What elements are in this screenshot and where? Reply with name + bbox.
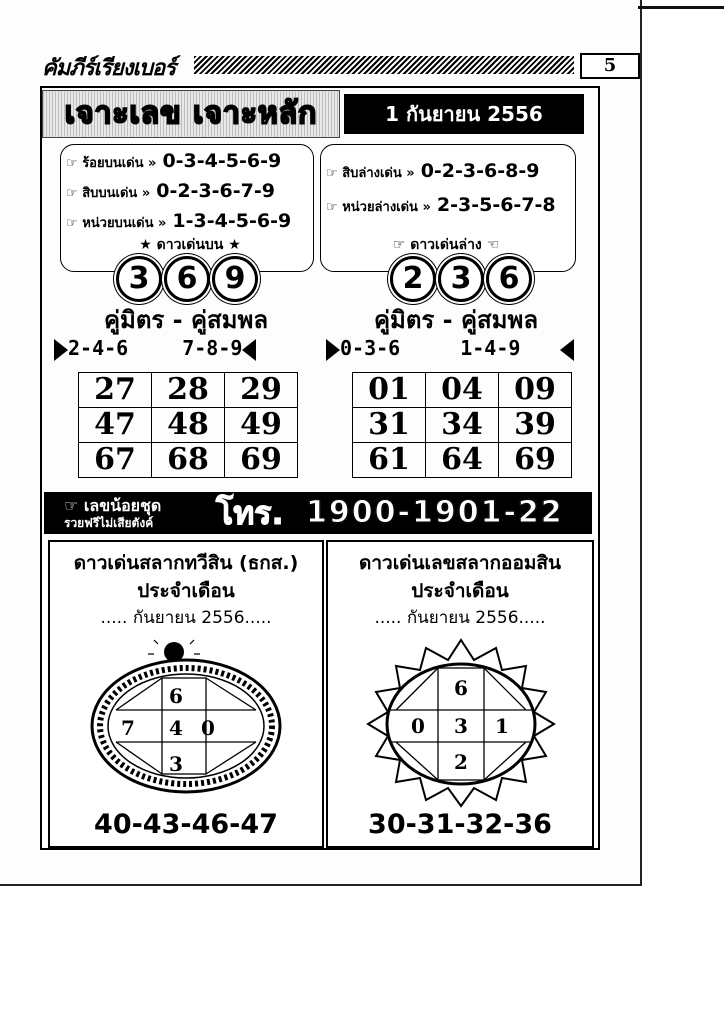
digit-circle: 6 — [486, 256, 532, 302]
promo-line1: ☞ เลขน้อยชุด — [64, 496, 162, 515]
panel-title: ดาวเด่นเลขสลากออมสิน — [359, 552, 561, 574]
right-pairs-title: คู่มิตร - คู่สมพล — [373, 306, 539, 334]
grid-cell: 09 — [499, 373, 572, 408]
wheel-center: 3 — [454, 714, 468, 738]
grid-cell: 28 — [152, 373, 225, 408]
grid-cell: 34 — [426, 408, 499, 443]
digit-circle: 6 — [164, 256, 210, 302]
digit-circle: 3 — [438, 256, 484, 302]
upper-star-digits — [116, 256, 258, 302]
page-header — [42, 50, 617, 81]
wheel-right: 1 — [495, 714, 509, 738]
digit-circle: 9 — [212, 256, 258, 302]
tel-label: โทร. — [216, 494, 284, 532]
top-edge-line — [638, 6, 724, 9]
grid-cell: 49 — [225, 408, 298, 443]
pointer-icon: ☞ — [326, 166, 343, 181]
grid-cell: 64 — [426, 443, 499, 478]
grid-cell: 68 — [152, 443, 225, 478]
wheel-bottom: 2 — [454, 750, 468, 774]
phone-number[interactable]: 1900-1901-22 — [306, 495, 564, 530]
triangle-right-icon — [326, 339, 340, 361]
left-lottery-panel — [48, 540, 324, 848]
left-pairs-title: คู่มิตร - คู่สมพล — [103, 306, 269, 334]
pointer-icon: ☞ — [66, 216, 83, 231]
panel-month: ..... กันยายน 2556..... — [100, 608, 272, 628]
triangle-left-icon — [242, 339, 256, 361]
wheel-bottom: 3 — [169, 752, 183, 776]
header-hatch-bar — [194, 56, 574, 74]
digit-circle: 2 — [390, 256, 436, 302]
promo-line2: รวยฟรีไม่เสียตังค์ — [64, 516, 154, 530]
wheel-top: 6 — [169, 684, 183, 708]
units-upper-row: ☞ หน่วยบนเด่น » 1-3-4-5-6-9 — [66, 210, 292, 232]
wheel-top: 6 — [454, 676, 468, 700]
pointer-icon: ☞ — [326, 200, 343, 215]
lower-star-digits — [390, 256, 532, 302]
right-lottery-panel — [326, 540, 594, 848]
grid-cell: 69 — [499, 443, 572, 478]
grid-cell: 04 — [426, 373, 499, 408]
grid-cell: 29 — [225, 373, 298, 408]
digit-circle: 3 — [116, 256, 162, 302]
left-pairs-row: 2-4-6 7-8-9 — [54, 336, 256, 361]
hundreds-upper-row: ☞ ร้อยบนเด่น » 0-3-4-5-6-9 — [66, 150, 282, 172]
triangle-left-icon — [560, 339, 574, 361]
panel-subtitle: ประจำเดือน — [411, 580, 509, 602]
grid-cell: 31 — [353, 408, 426, 443]
magazine-logo: คัมภีร์เรียงเบอร์ — [42, 56, 176, 81]
panel-title: ดาวเด่นสลากทวีสิน (ธกส.) — [73, 552, 299, 574]
panel-subtitle: ประจำเดือน — [137, 580, 235, 602]
title-banner — [42, 90, 340, 138]
grid-cell: 61 — [353, 443, 426, 478]
panel-numbers: 40-43-46-47 — [94, 809, 278, 840]
grid-cell: 67 — [79, 443, 152, 478]
pointer-icon: ☞ — [66, 156, 83, 171]
grid-cell: 39 — [499, 408, 572, 443]
triangle-right-icon — [54, 339, 68, 361]
banner-title: เจาะเลข เจาะหลัก — [64, 96, 318, 131]
right-number-grid — [352, 372, 572, 478]
pointer-icon: ☞ — [66, 186, 83, 201]
upper-star-label: ★ ดาวเด่นบน ★ — [139, 237, 241, 253]
right-pairs-row: 0-3-6 1-4-9 — [326, 336, 574, 361]
lower-star-label: ☞ ดาวเด่นล่าง ☜ — [392, 237, 500, 253]
units-lower-row: ☞ หน่วยล่างเด่น » 2-3-5-6-7-8 — [326, 194, 556, 216]
grid-cell: 27 — [79, 373, 152, 408]
wheel-center: 4 — [169, 716, 183, 740]
left-number-grid — [78, 372, 298, 478]
wheel-left: 0 — [411, 714, 425, 738]
panel-month: ..... กันยายน 2556..... — [374, 608, 546, 628]
issue-date: 1 กันยายน 2556 — [344, 94, 584, 134]
grid-cell: 69 — [225, 443, 298, 478]
grid-cell: 48 — [152, 408, 225, 443]
wheel-right: 0 — [201, 716, 215, 740]
page-number: 5 — [580, 53, 640, 79]
panel-numbers: 30-31-32-36 — [368, 809, 552, 840]
grid-cell: 01 — [353, 373, 426, 408]
wheel-left: 7 — [121, 716, 135, 740]
tens-upper-row: ☞ สิบบนเด่น » 0-2-3-6-7-9 — [66, 180, 275, 202]
tens-lower-row: ☞ สิบล่างเด่น » 0-2-3-6-8-9 — [326, 160, 540, 182]
grid-cell: 47 — [79, 408, 152, 443]
phone-promo-bar — [44, 492, 592, 534]
